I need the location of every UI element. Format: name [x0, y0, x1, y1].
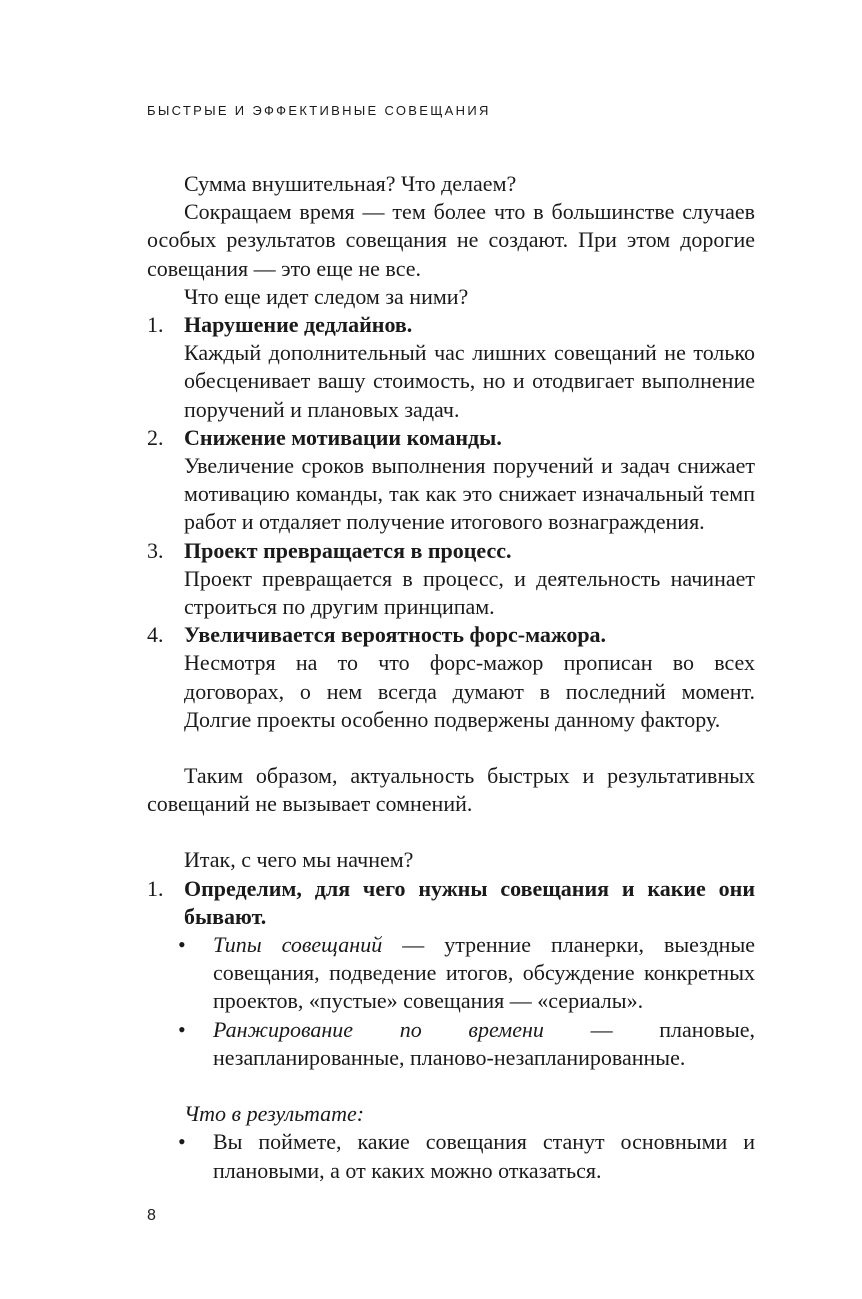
list-number: 3.	[147, 537, 164, 563]
consequence-item-2	[147, 424, 755, 537]
consequence-title: Проект превращается в процесс.	[184, 537, 512, 563]
result-label: Что в результате:	[184, 1101, 365, 1127]
intro-paragraph-3: Что еще идет следом за ними?	[184, 283, 469, 309]
consequence-item-1	[147, 311, 755, 424]
bullet-icon: •	[178, 1016, 186, 1042]
running-header: БЫСТРЫЕ И ЭФФЕКТИВНЫЕ СОВЕЩАНИЯ	[147, 103, 491, 118]
consequence-item-3	[147, 537, 755, 622]
bullet-text: — плановые, незапланированные, планово-незапланированные.	[213, 1016, 755, 1070]
consequence-text: Увеличение сроков выполнения поручений и задач снижает мотивацию команды, так как это снижает изначальный темп работ и отдаляет получение итогового вознаграждения.	[184, 453, 755, 535]
consequence-text: Проект превращается в процесс, и деятельность начинает строиться по другим принципам.	[184, 565, 755, 620]
page-number: 8	[147, 1207, 156, 1224]
list-number: 4.	[147, 622, 164, 648]
bullet-icon: •	[178, 932, 186, 958]
paragraph-gap	[147, 734, 755, 762]
consequence-item-4	[147, 621, 755, 734]
list-number: 1.	[147, 312, 164, 338]
paragraph-gap	[147, 1072, 755, 1100]
intro-paragraph-2: Сокращаем время — тем более что в большинстве случаев особых результатов совещания не создают. При этом дорогие совещания — это еще не все.	[147, 199, 755, 281]
consequence-title: Снижение мотивации команды.	[184, 424, 502, 450]
bullet-text: — утренние планерки, выездные совещания, подведение итогов, обсуждение конкретных проектов, «пустые» совещания — «сериалы».	[213, 932, 755, 1014]
list-number: 1.	[147, 875, 164, 901]
bullet-lead: Типы совещаний	[213, 932, 383, 958]
plan-item-title: Определим, для чего нужны совещания и какие они бывают.	[184, 875, 755, 929]
consequence-title: Нарушение дедлайнов.	[184, 312, 413, 338]
plan-intro: Итак, с чего мы начнем?	[184, 847, 414, 873]
consequence-text: Несмотря на то что форс-мажор прописан во всех договорах, о нем всегда думают в последний момент. Долгие проекты особенно подвержены данному фактору.	[184, 650, 755, 732]
bullet-text: Вы поймете, какие совещания станут основными и плановыми, а от каких можно отказаться.	[213, 1129, 755, 1183]
bullet-item-meeting-types	[147, 931, 755, 1016]
bullet-icon: •	[178, 1129, 186, 1155]
conclusion-paragraph: Таким образом, актуальность быстрых и результативных совещаний не вызывает сомнений.	[147, 763, 755, 817]
bullet-lead: Ранжирование по времени	[213, 1016, 544, 1042]
bullet-item-result	[147, 1128, 755, 1184]
consequence-title: Увеличивается вероятность форс-мажора.	[184, 622, 607, 648]
consequence-text: Каждый дополнительный час лишних совещаний не только обесценивает вашу стоимость, но и отодвигает выполнение поручений и плановых задач.	[184, 340, 755, 422]
paragraph-gap	[147, 818, 755, 846]
bullet-item-time-ranking	[147, 1016, 755, 1072]
intro-paragraph-1: Сумма внушительная? Что делаем?	[184, 171, 517, 196]
plan-item-1	[147, 875, 755, 931]
list-number: 2.	[147, 424, 164, 450]
page-body	[147, 170, 755, 1185]
